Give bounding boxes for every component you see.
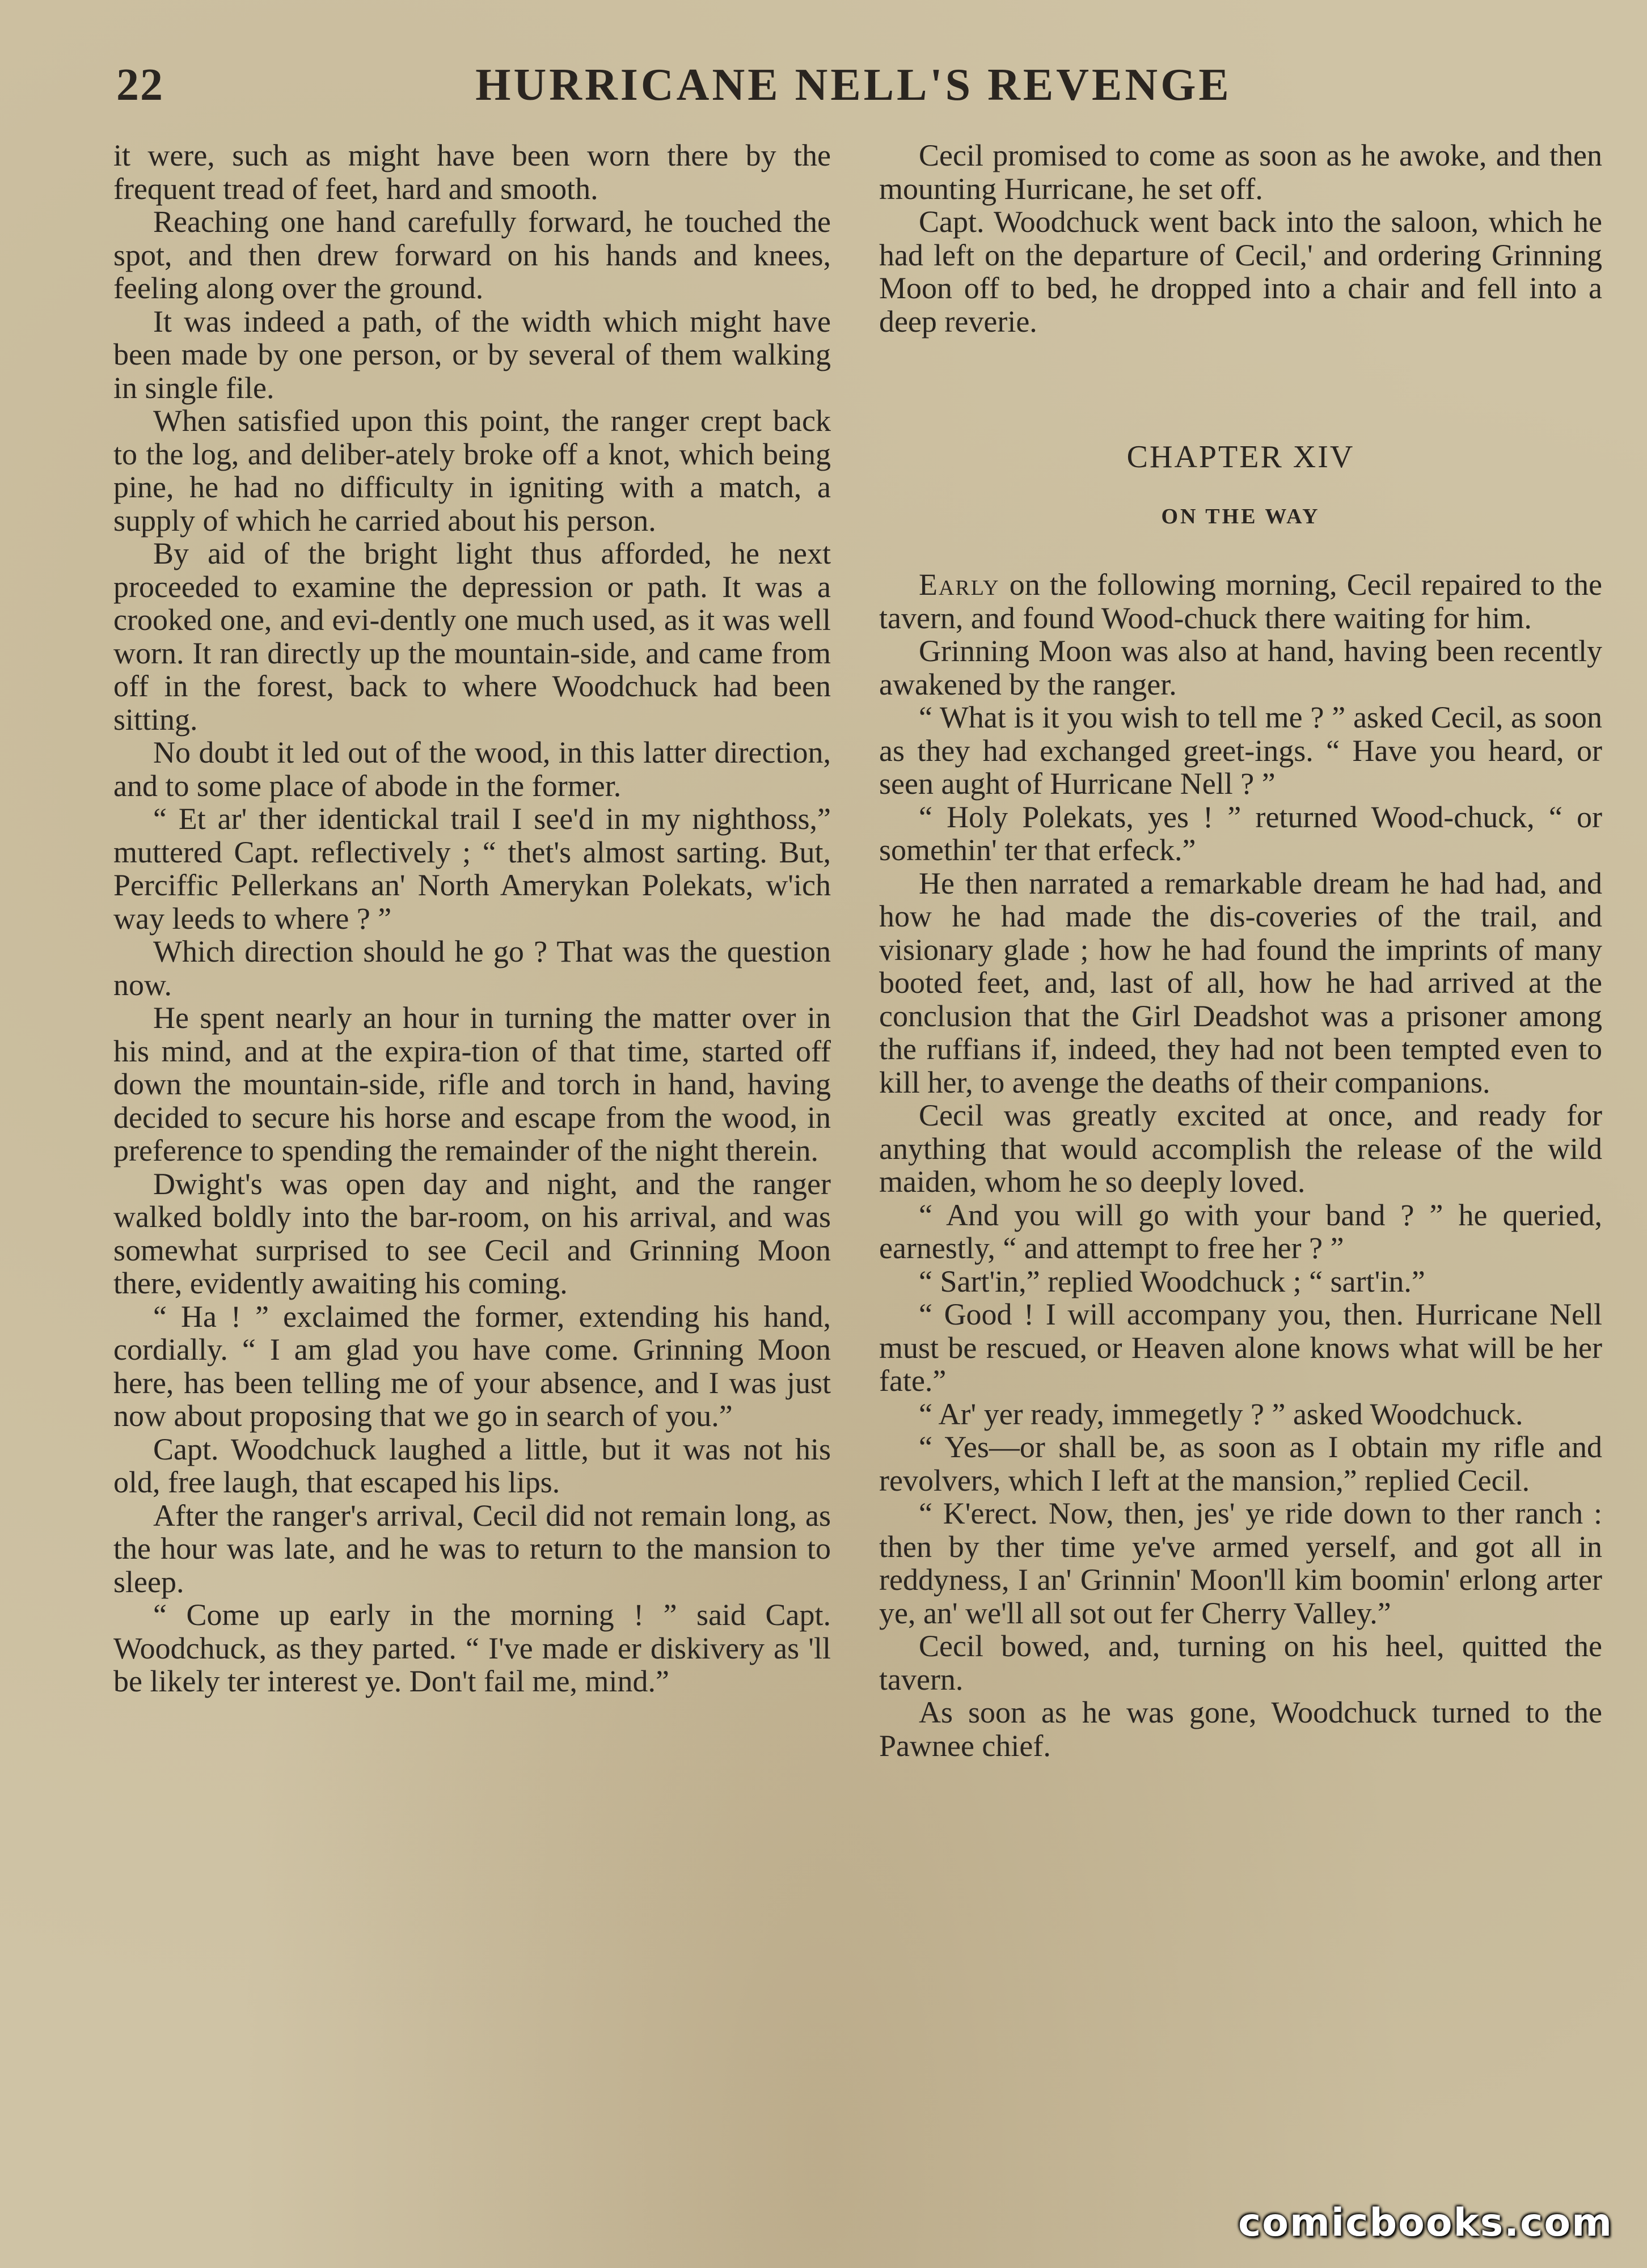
paragraph: “ Et ar' ther identickal trail I see'd in my nighthoss,” muttered Capt. reflectively ; “ thet's almost sarting. But, Perciffic Pellerkans an' North Amerykan Polekats, w'ich way leeds to where ? ” [113,802,831,936]
paragraph: it were, such as might have been worn there by the frequent tread of feet, hard and smooth. [113,138,831,206]
paragraph: After the ranger's arrival, Cecil did not remain long, as the hour was late, and he was to return to the mansion to sleep. [113,1498,831,1599]
page-number: 22 [116,60,164,110]
paragraph: “ What is it you wish to tell me ? ” asked Cecil, as soon as they had exchanged greet-ings. “ Have you heard, or seen aught of Hurricane Nell ? ” [879,700,1602,801]
chapter-heading-block [879,440,1602,531]
paragraph: “ K'erect. Now, then, jes' ye ride down to ther ranch : then by ther time ye've armed yerself, and got all in reddyness, I an' Grinnin' Moon'll kim boomin' erlong arter ye, an' we'll all sot out fer Cherry Valley.” [879,1496,1602,1630]
paragraph: “ Come up early in the morning ! ” said Capt. Woodchuck, as they parted. “ I've made er diskivery as 'll be likely ter interest ye. Don't fail me, mind.” [113,1598,831,1698]
right-column [879,139,1602,1762]
paragraph: “ Ha ! ” exclaimed the former, extending his hand, cordially. “ I am glad you have come. Grinning Moon here, has been telling me of your absence, and I was just now about proposing that we go in search of you.” [113,1299,831,1433]
paragraph: By aid of the bright light thus afforded, he next proceeded to examine the depression or path. It was a crooked one, and evi-dently one much used, as it was well worn. It ran directly up the mountain-side, and came from off in the forest, back to where Woodchuck had been sitting. [113,536,831,737]
paragraph: He spent nearly an hour in turning the matter over in his mind, and at the expira-tion of that time, started off down the mountain-side, rifle and torch in hand, having decided to secure his horse and escape from the wood, in preference to spending the remainder of the night therein. [113,1001,831,1167]
paragraph: No doubt it led out of the wood, in this latter direction, and to some place of abode in the former. [113,735,831,803]
paragraph: As soon as he was gone, Woodchuck turned to the Pawnee chief. [879,1695,1602,1763]
paragraph: Cecil was greatly excited at once, and ready for anything that would accomplish the release of the wild maiden, whom he so deeply loved. [879,1098,1602,1199]
paragraph: “ Holy Polekats, yes ! ” returned Wood-chuck, “ or somethin' ter that erfeck.” [879,799,1602,867]
paragraph: Cecil bowed, and, turning on his heel, quitted the tavern. [879,1629,1602,1696]
paragraph: Cecil promised to come as soon as he awoke, and then mounting Hurricane, he set off. [879,138,1602,206]
paragraph: “ Ar' yer ready, immegetly ? ” asked Woodchuck. [919,1397,1523,1431]
paragraph: When satisfied upon this point, the ranger crept back to the log, and deliber-ately broke off a knot, which being pine, he had no difficulty in igniting with a match, a supply of which he carried about his person. [113,404,831,538]
paragraph-text: on the following morning, Cecil repaired to the tavern, and found Wood-chuck there waiting for him. [879,568,1602,635]
paragraph: “ And you will go with your band ? ” he queried, earnestly, “ and attempt to free her ? ” [879,1198,1602,1265]
paragraph: Reaching one hand carefully forward, he touched the spot, and then drew forward on his hands and knees, feeling along over the ground. [113,205,831,305]
watermark: comicbooks.com [1238,2201,1613,2245]
paragraph: Capt. Woodchuck went back into the saloon, which he had left on the departure of Cecil,' and ordering Grinning Moon off to bed, he dropped into a chair and fell into a deep reverie. [879,205,1602,338]
paragraph: He then narrated a remarkable dream he had had, and how he had made the dis-coveries of the trail, and visionary glade ; how he had found the imprints of many booted feet, and, last of all, how he had arrived at the conclusion that the Girl Deadshot was a prisoner among the ruffians if, indeed, they had not been tempted even to kill her, to avenge the deaths of their companions. [879,866,1602,1099]
chapter-heading: CHAPTER XIV [1126,439,1355,475]
running-title: HURRICANE NELL'S REVENGE [475,60,1232,110]
paragraph: Capt. Woodchuck laughed a little, but it was not his old, free laugh, that escaped his lips. [113,1432,831,1499]
first-word: Early [919,568,1000,602]
page-header [116,60,1591,122]
paragraph: “ Yes—or shall be, as soon as I obtain my rifle and revolvers, which I left at the mansion,” replied Cecil. [879,1430,1602,1497]
paragraph: It was indeed a path, of the width which might have been made by one person, or by several of them walking in single file. [113,304,831,405]
paragraph: Grinning Moon was also at hand, having been recently awakened by the ranger. [879,634,1602,701]
paragraph: Dwight's was open day and night, and the ranger walked boldly into the bar-room, on his arrival, and was somewhat surprised to see Cecil and Grinning Moon there, evidently awaiting his coming. [113,1166,831,1300]
paragraph: “ Sart'in,” replied Woodchuck ; “ sart'in.” [919,1264,1425,1298]
paragraph: Which direction should he go ? That was the question now. [113,934,831,1002]
paragraph: “ Good ! I will accompany you, then. Hurricane Nell must be rescued, or Heaven alone knows what will be her fate.” [879,1297,1602,1398]
chapter-subtitle: ON THE WAY [1161,505,1320,528]
left-column [113,139,831,1698]
chapter-opening-paragraph [879,568,1602,634]
